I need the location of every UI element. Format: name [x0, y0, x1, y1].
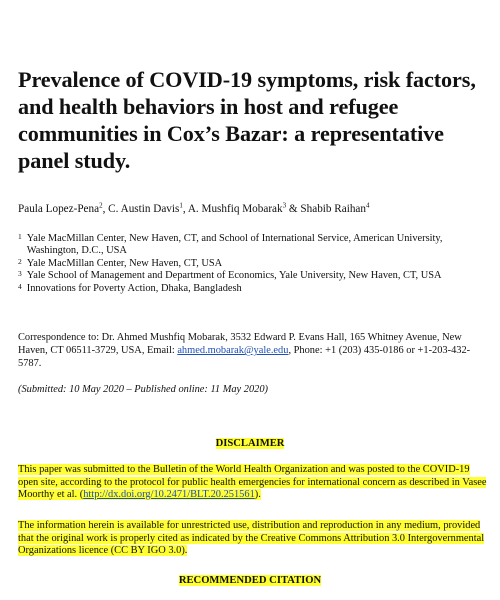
disclaimer-paragraph-2: The information herein is available for unrestricted use, distribution and reproduction in any medium, provided that the original work is properly cited as indicated by the Creative Commons Attribution 3.0 Intergovernmental Organizations licence (CC BY IGO 3.0). [18, 520, 485, 557]
submission-dates: (Submitted: 10 May 2020 – Published online: 11 May 2020) [18, 384, 268, 395]
disclaimer-heading: DISCLAIMER [215, 438, 285, 449]
paper-title: Prevalence of COVID-19 symptoms, risk factors, and health behaviors in host and refugee communities in Cox’s Bazar: a representative panel study. [18, 67, 476, 173]
affiliation-number: 4 [18, 281, 22, 291]
affiliation [18, 233, 488, 258]
affiliation-text: Innovations for Poverty Action, Dhaka, Bangladesh [26, 282, 242, 294]
affiliation-number: 3 [18, 269, 22, 279]
disclaimer-paragraph-1: This paper was submitted to the Bulletin of the World Health Organization and was posted to the COVID-19 open site, according to the protocol for public health emergencies for international concern as described in Vasee Moorthy et al. (http://dx.doi.org/10.2471/BLT.20.251561). [18, 464, 487, 501]
correspondence: Correspondence to: Dr. Ahmed Mushfiq Mobarak, 3532 Edward P. Evans Hall, 165 Whitney Avenue, New Haven, CT 06511-3729, USA, Email: ahmed.mobarak@yale.edu, Phone: +1 (203) 435-0186 or +1-203-432-5787. [18, 332, 471, 370]
affiliation-number: 2 [18, 256, 22, 266]
author: Paula Lopez-Pena$^2$, [18, 201, 109, 215]
author-list [18, 202, 488, 216]
affiliation [18, 258, 488, 270]
citation-heading: RECOMMENDED CITATION [178, 575, 322, 586]
author: A. Mushfiq Mobarak$^3$ & [187, 201, 301, 215]
author: Shabib Raihan$^4$ [300, 201, 370, 215]
doi-link[interactable]: http://dx.doi.org/10.2471/BLT.20.251561 [83, 489, 255, 501]
email-link[interactable]: ahmed.mobarak@yale.edu [177, 345, 289, 357]
affiliation-number: 1 [18, 232, 22, 241]
affiliation [18, 283, 488, 295]
author: C. Austin Davis$^1$, [108, 201, 188, 215]
affiliation-text: Yale School of Management and Department of Economics, Yale University, New Haven, CT, USA [26, 270, 442, 282]
affiliation-list [18, 233, 488, 295]
affiliation-text: Yale MacMillan Center, New Haven, CT, USA [26, 257, 223, 269]
affiliation-text: Yale MacMillan Center, New Haven, CT, and School of International Service, American University, Washington, D.C., USA [26, 233, 443, 257]
affiliation [18, 270, 488, 282]
